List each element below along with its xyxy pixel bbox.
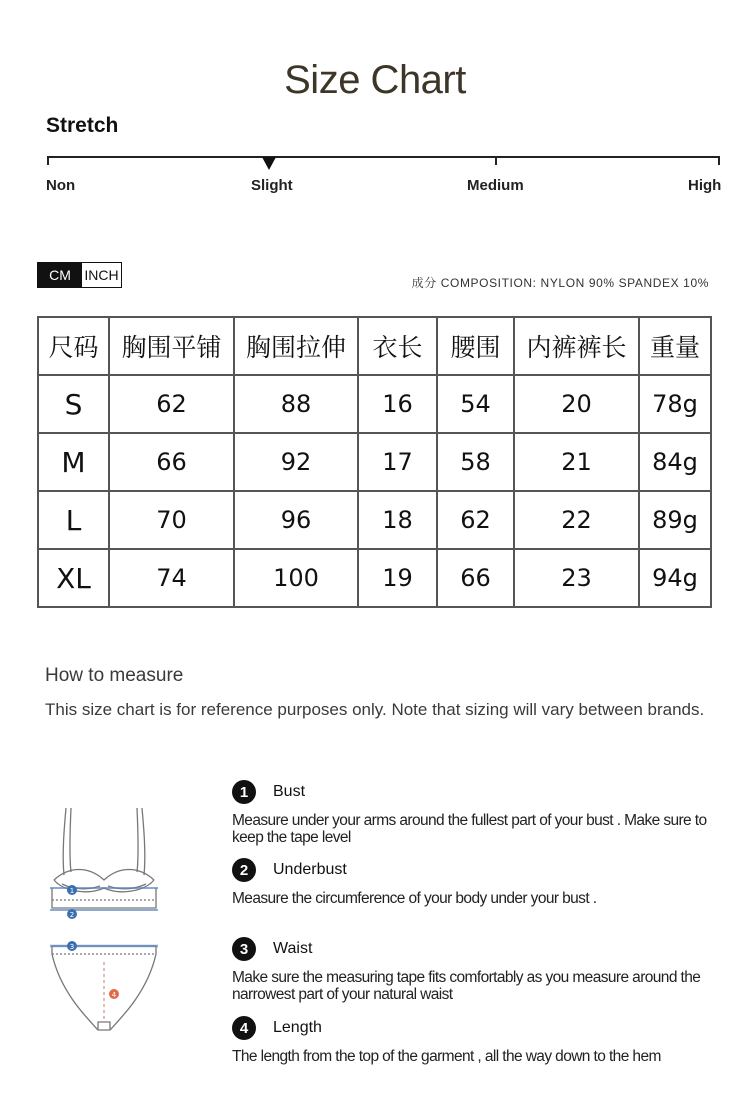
table-cell: 70 xyxy=(109,491,234,549)
col-header-weight: 重量 xyxy=(639,317,711,375)
stretch-level-medium: Medium xyxy=(467,177,524,194)
measure-description: Measure under your arms around the fullest part of your bust . Make sure to keep the tape level xyxy=(232,812,707,846)
col-header-top-length: 衣长 xyxy=(358,317,437,375)
table-cell: XL xyxy=(38,549,109,607)
table-cell: M xyxy=(38,433,109,491)
table-cell: 88 xyxy=(234,375,358,433)
how-to-measure-title: How to measure xyxy=(45,665,184,686)
table-cell: 22 xyxy=(514,491,639,549)
col-header-size: 尺码 xyxy=(38,317,109,375)
table-cell: 62 xyxy=(437,491,514,549)
page-title: Size Chart xyxy=(284,58,466,102)
col-header-waist: 腰围 xyxy=(437,317,514,375)
number-badge-icon: 3 xyxy=(232,937,256,961)
table-cell: 89g xyxy=(639,491,711,549)
stretch-label: Stretch xyxy=(46,114,119,137)
table-cell: 84g xyxy=(639,433,711,491)
measure-item-length xyxy=(232,1016,722,1065)
table-row xyxy=(38,491,711,549)
unit-cm-button[interactable]: CM xyxy=(38,263,82,287)
svg-text:4: 4 xyxy=(111,991,117,999)
table-cell: 78g xyxy=(639,375,711,433)
table-cell: 66 xyxy=(437,549,514,607)
measure-name: Bust xyxy=(273,783,306,800)
stretch-level-high: High xyxy=(688,177,722,194)
col-header-bust-flat: 胸围平铺 xyxy=(109,317,234,375)
stretch-tick-non xyxy=(47,156,49,165)
measure-item-waist xyxy=(232,937,722,1003)
measure-name: Waist xyxy=(273,940,313,957)
table-cell: 66 xyxy=(109,433,234,491)
measure-item-bust xyxy=(232,780,722,846)
table-cell: 96 xyxy=(234,491,358,549)
stretch-selected-marker-icon xyxy=(262,157,276,170)
figure-marker-2 xyxy=(67,909,77,919)
svg-text:3: 3 xyxy=(69,943,75,951)
unit-inch-button[interactable]: INCH xyxy=(82,263,121,287)
stretch-tick-high xyxy=(718,156,720,165)
table-cell: 19 xyxy=(358,549,437,607)
svg-text:2: 2 xyxy=(69,911,75,919)
table-cell: L xyxy=(38,491,109,549)
table-cell: 100 xyxy=(234,549,358,607)
number-badge-icon: 1 xyxy=(232,780,256,804)
table-row xyxy=(38,433,711,491)
table-cell: 18 xyxy=(358,491,437,549)
table-cell: S xyxy=(38,375,109,433)
table-cell: 20 xyxy=(514,375,639,433)
stretch-tick-medium xyxy=(495,156,497,165)
measure-name: Underbust xyxy=(273,861,347,878)
table-cell: 92 xyxy=(234,433,358,491)
table-cell: 23 xyxy=(514,549,639,607)
table-cell: 21 xyxy=(514,433,639,491)
figure-marker-4 xyxy=(109,989,119,999)
size-table xyxy=(37,316,712,608)
table-cell: 16 xyxy=(358,375,437,433)
col-header-bust-stretch: 胸围拉伸 xyxy=(234,317,358,375)
number-badge-icon: 4 xyxy=(232,1016,256,1040)
how-to-measure-note: This size chart is for reference purposes only. Note that sizing will vary between brands. xyxy=(45,700,705,719)
table-row xyxy=(38,375,711,433)
stretch-level-slight: Slight xyxy=(251,177,293,194)
table-cell: 62 xyxy=(109,375,234,433)
table-row xyxy=(38,549,711,607)
table-header-row xyxy=(38,317,711,375)
composition-text: 成分 COMPOSITION: NYLON 90% SPANDEX 10% xyxy=(411,276,709,290)
stretch-level-non: Non xyxy=(46,177,76,194)
table-cell: 58 xyxy=(437,433,514,491)
figure-marker-1 xyxy=(67,885,77,895)
stretch-scale-line xyxy=(47,156,720,158)
measure-item-underbust xyxy=(232,858,722,907)
table-cell: 74 xyxy=(109,549,234,607)
bikini-measure-illustration xyxy=(44,800,164,1045)
svg-text:1: 1 xyxy=(69,887,75,895)
measure-name: Length xyxy=(273,1019,322,1036)
col-header-bottom-length: 内裤裤长 xyxy=(514,317,639,375)
measure-description: The length from the top of the garment , all the way down to the hem xyxy=(232,1048,661,1065)
unit-toggle xyxy=(37,262,122,288)
number-badge-icon: 2 xyxy=(232,858,256,882)
figure-marker-3 xyxy=(67,941,77,951)
measure-description: Measure the circumference of your body under your bust . xyxy=(232,890,597,907)
table-cell: 94g xyxy=(639,549,711,607)
table-cell: 17 xyxy=(358,433,437,491)
measure-description: Make sure the measuring tape fits comfortably as you measure around the narrowest part of your natural waist xyxy=(232,969,701,1003)
table-cell: 54 xyxy=(437,375,514,433)
